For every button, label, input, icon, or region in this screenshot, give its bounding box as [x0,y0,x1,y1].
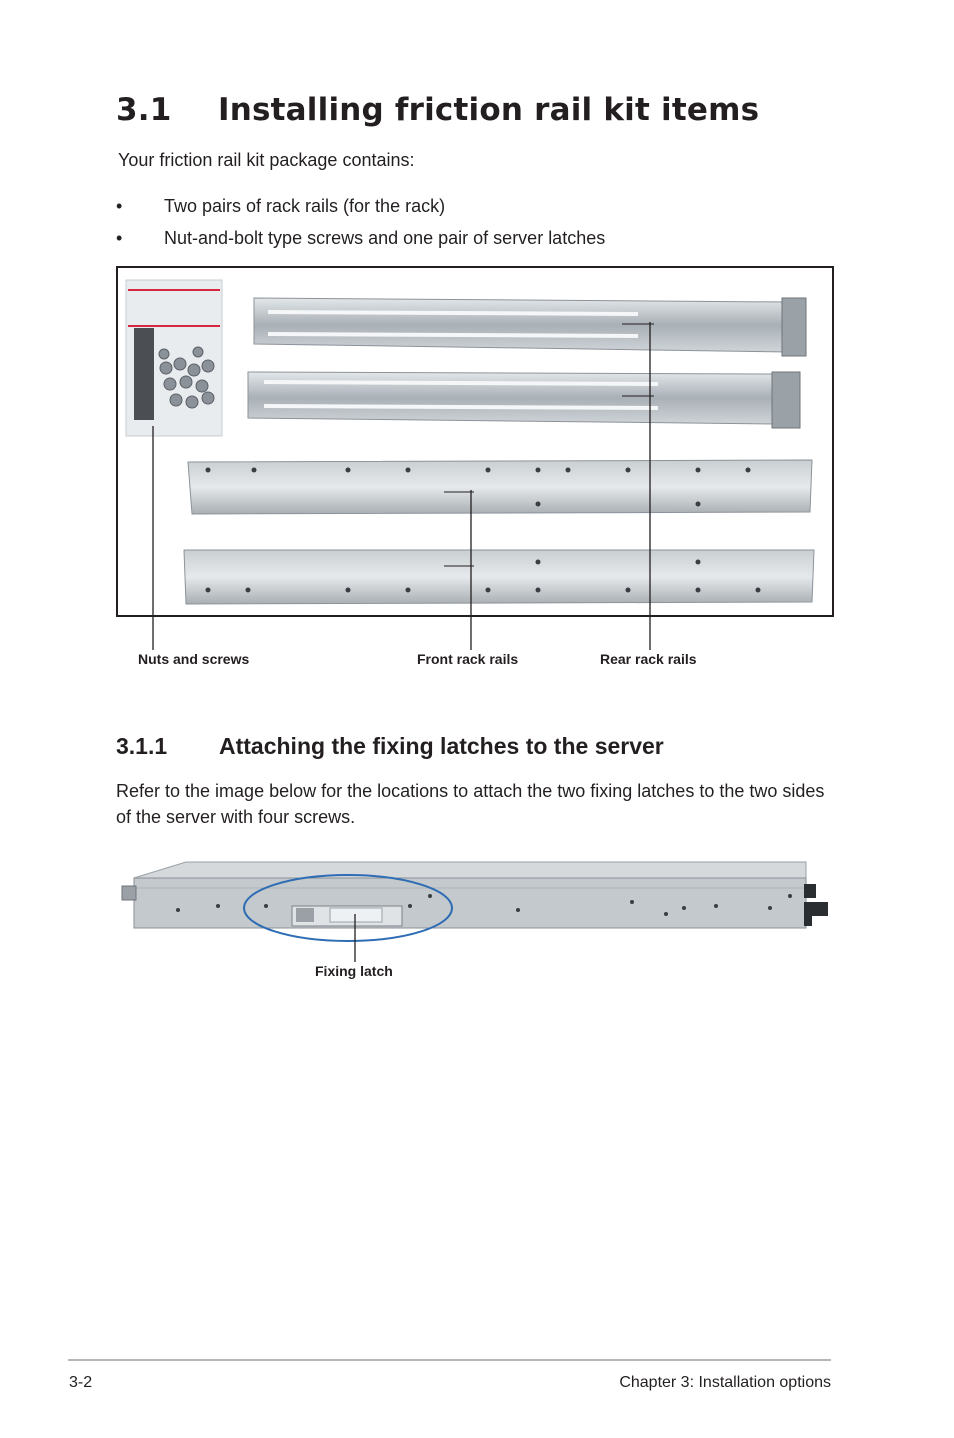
page-number: 3-2 [69,1374,93,1391]
subsection-number: 3.1.1 [116,733,168,759]
footer-rule [68,1359,831,1361]
callout-fixing-latch: Fixing latch [315,963,393,979]
callout-nuts-and-screws: Nuts and screws [138,651,250,667]
section-number: 3.1 [116,92,172,128]
server-chassis [122,862,828,928]
fixing-latch-part [292,906,402,926]
subsection-title: Attaching the fixing latches to the server [219,733,664,759]
bullet-mark: • [116,228,123,248]
bullet-text: Nut-and-bolt type screws and one pair of server latches [164,228,606,248]
bullet-mark: • [116,196,123,216]
callout-rear-rack-rails: Rear rack rails [600,651,697,667]
section-title: Installing friction rail kit items [218,92,760,128]
bullet-text: Two pairs of rack rails (for the rack) [164,196,446,216]
intro-text: Your friction rail kit package contains: [118,150,415,170]
chapter-label: Chapter 3: Installation options [619,1374,831,1391]
subsection-paragraph: Refer to the image below for the locations to attach the two fixing latches to the two sides of the server with four screws. [116,781,825,827]
callout-front-rack-rails: Front rack rails [417,651,519,667]
